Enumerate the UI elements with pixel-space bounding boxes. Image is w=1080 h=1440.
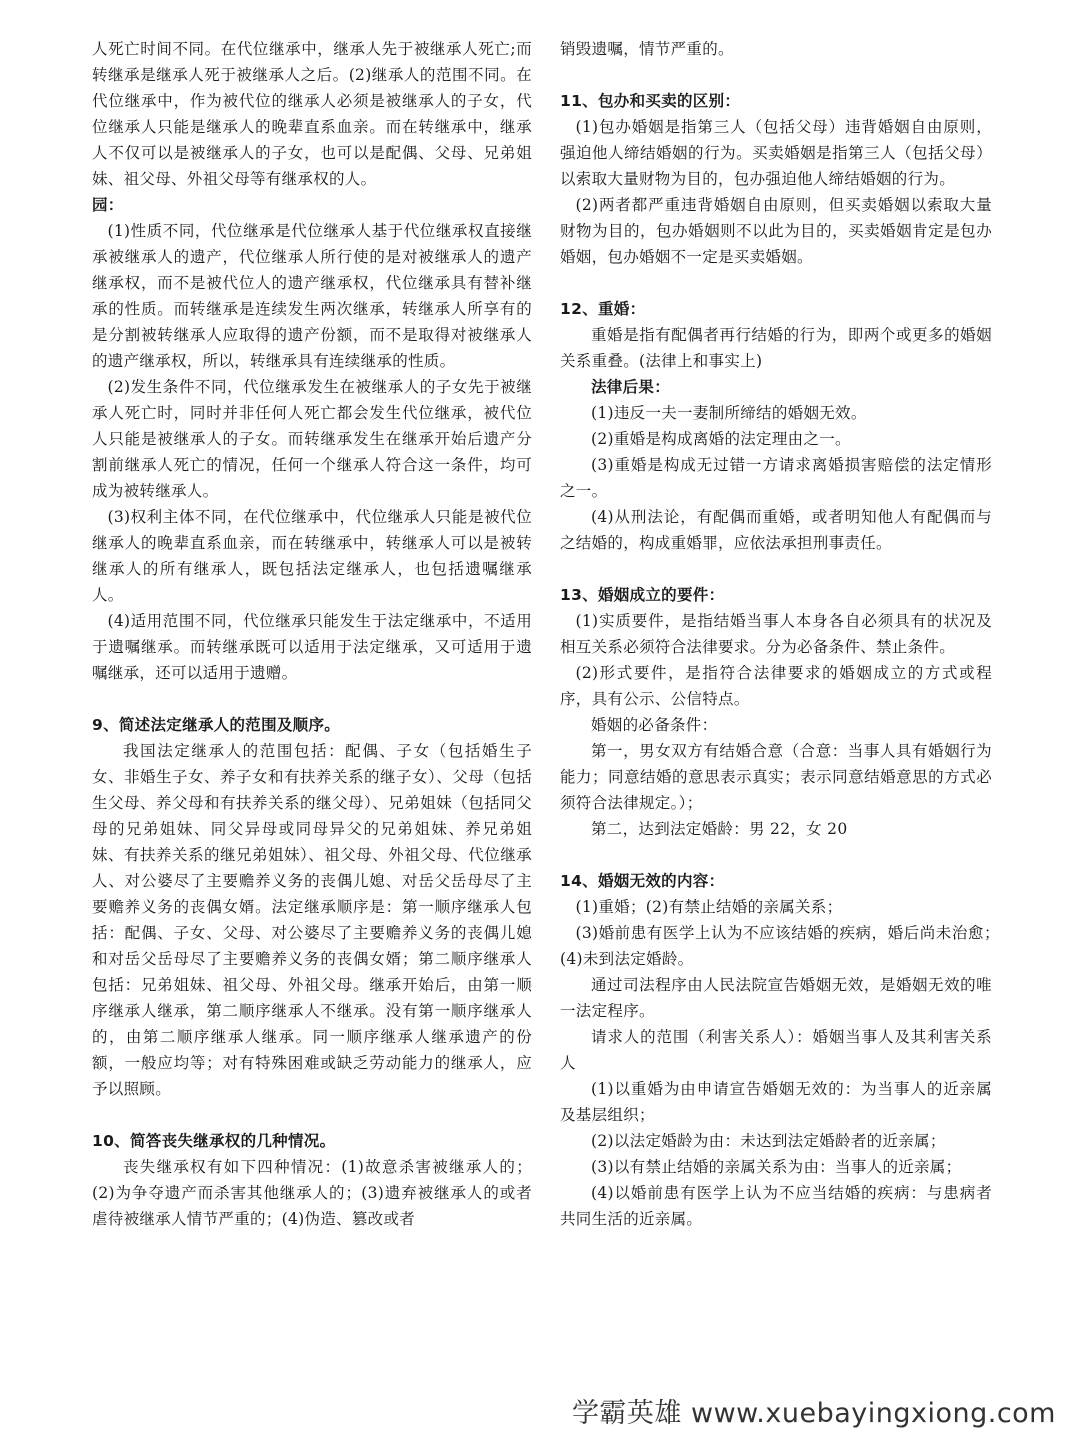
paragraph: (2)以法定婚龄为由：未达到法定婚龄者的近亲属； xyxy=(591,1132,946,1150)
right-column xyxy=(560,36,1024,1232)
paragraph: (1)性质不同，代位继承是代位继承人基于代位继承权直接继承被继承人的遗产，代位继承人所行使的是对被继承人的遗产继承权，而不是被代位人的遗产继承权，代位继承具有替补继承的性质。而转继承是连续发生两次继承，转继承人所享有的是分割被转继承人应取得的遗产份额，而不是取得对被继承人的遗产继承权，所以，转继承具有连续继承的性质。 xyxy=(92,222,532,370)
paragraph: (1)实质要件，是指结婚当事人本身各自必须具有的状况及相互关系必须符合法律要求。分为必备条件、禁止条件。 xyxy=(560,612,992,656)
paragraph: 我国法定继承人的范围包括：配偶、子女（包括婚生子女、非婚生子女、养子女和有扶养关系的继子女）、父母（包括生父母、养父母和有扶养关系的继父母）、兄弟姐妹（包括同父母的兄弟姐妹、同父异母或同母异父的兄弟姐妹、养兄弟姐妹、有扶养关系的继兄弟姐妹）、祖父母、外祖父母、代位继承人、对公婆尽了主要赡养义务的丧偶儿媳、对岳父岳母尽了主要赡养义务的丧偶女婿。法定继承顺序是：第一顺序继承人包括：配偶、子女、父母、对公婆尽了主要赡养义务的丧偶儿媳和对岳父岳母尽了主要赡养义务的丧偶女婿；第二顺序继承人包括：兄弟姐妹、祖父母、外祖父母。继承开始后，由第一顺序继承人继承，第二顺序继承人不继承。没有第一顺序继承人的，由第二顺序继承人继承。同一顺序继承人继承遗产的份额，一般应均等；对有特殊困难或缺乏劳动能力的继承人，应予以照顾。 xyxy=(92,742,532,1098)
watermark-footer: 学霸英雄 www.xuebayingxiong.com xyxy=(571,1398,1056,1429)
paragraph: 婚姻的必备条件： xyxy=(591,716,718,734)
paragraph: (2)重婚是构成离婚的法定理由之一。 xyxy=(591,430,851,448)
paragraph: (3)权利主体不同，在代位继承中，代位继承人只能是被代位继承人的晚辈直系血亲，而在转继承中，转继承人可以是被转继承人的所有继承人，既包括法定继承人，也包括遗嘱继承人。 xyxy=(92,508,532,604)
paragraph: (1)包办婚姻是指第三人（包括父母）违背婚姻自由原则，强迫他人缔结婚姻的行为。买卖婚姻是指第三人（包括父母）以索取大量财物为目的，包办强迫他人缔结婚姻的行为。 xyxy=(560,118,992,188)
paragraph: 丧失继承权有如下四种情况：(1)故意杀害被继承人的；(2)为争夺遗产而杀害其他继承人的；(3)遗弃被继承人的或者虐待被继承人情节严重的；(4)伪造、篡改或者 xyxy=(92,1158,532,1228)
section-heading-12: 12、重婚： xyxy=(560,300,646,318)
paragraph: (4)以婚前患有医学上认为不应当结婚的疾病：与患病者共同生活的近亲属。 xyxy=(560,1184,992,1228)
section-heading-13: 13、婚姻成立的要件： xyxy=(560,586,725,604)
paragraph: (1)违反一夫一妻制所缔结的婚姻无效。 xyxy=(591,404,867,422)
paragraph: (3)重婚是构成无过错一方请求离婚损害赔偿的法定情形之一。 xyxy=(560,456,992,500)
paragraph: 重婚是指有配偶者再行结婚的行为，即两个或更多的婚姻关系重叠。(法律上和事实上) xyxy=(560,326,992,370)
section-heading-9: 9、简述法定继承人的范围及顺序。 xyxy=(92,716,341,734)
paragraph: 销毁遗嘱，情节严重的。 xyxy=(560,40,734,58)
paragraph: (1)重婚；(2)有禁止结婚的亲属关系； xyxy=(575,898,843,916)
paragraph: (4)适用范围不同，代位继承只能发生于法定继承中，不适用于遗嘱继承。而转继承既可以适用于法定继承，又可适用于遗嘱继承，还可以适用于遗赠。 xyxy=(92,612,532,682)
section-heading-11: 11、包办和买卖的区别： xyxy=(560,92,741,110)
paragraph: (3)以有禁止结婚的亲属关系为由：当事人的近亲属； xyxy=(591,1158,962,1176)
paragraph: (1)以重婚为由申请宣告婚姻无效的：为当事人的近亲属及基层组织； xyxy=(560,1080,992,1124)
paragraph: 通过司法程序由人民法院宣告婚姻无效，是婚姻无效的唯一法定程序。 xyxy=(560,976,992,1020)
paragraph: (4)从刑法论，有配偶而重婚，或者明知他人有配偶而与之结婚的，构成重婚罪，应依法承担刑事责任。 xyxy=(560,508,992,552)
paragraph: 第一，男女双方有结婚合意（合意：当事人具有婚姻行为能力；同意结婚的意思表示真实；表示同意结婚意思的方式必须符合法律规定。）； xyxy=(560,742,992,812)
paragraph: 请求人的范围（利害关系人）：婚姻当事人及其利害关系人 xyxy=(560,1028,992,1072)
paragraph: (3)婚前患有医学上认为不应该结婚的疾病，婚后尚未治愈； (4)未到法定婚龄。 xyxy=(560,924,1024,968)
paragraph: (2)两者都严重违背婚姻自由原则，但买卖婚姻以索取大量财物为目的，包办婚姻则不以此为目的，买卖婚姻肯定是包办婚姻，包办婚姻不一定是买卖婚姻。 xyxy=(560,196,992,266)
section-heading: 园： xyxy=(92,196,124,214)
paragraph: 第二，达到法定婚龄：男 22，女 20 xyxy=(591,820,848,838)
left-column xyxy=(92,36,532,1232)
paragraph: (2)形式要件，是指符合法律要求的婚姻成立的方式或程序，具有公示、公信特点。 xyxy=(560,664,992,708)
paragraph: 人死亡时间不同。在代位继承中，继承人先于被继承人死亡;而转继承是继承人死于被继承人之后。(2)继承人的范围不同。在代位继承中，作为被代位的继承人必须是被继承人的子女，代位继承人只能是继承人的晚辈直系血亲。而在转继承中，继承人不仅可以是被继承人的子女，也可以是配偶、父母、兄弟姐妹、祖父母、外祖父母等有继承权的人。 xyxy=(92,40,532,188)
section-heading-10: 10、简答丧失继承权的几种情况。 xyxy=(92,1132,336,1150)
sub-heading: 法律后果： xyxy=(591,378,671,396)
paragraph: (2)发生条件不同，代位继承发生在被继承人的子女先于被继承人死亡时，同时并非任何人死亡都会发生代位继承，被代位人只能是被继承人的子女。而转继承发生在继承开始后遗产分割前继承人死亡的情况，任何一个继承人符合这一条件，均可成为被转继承人。 xyxy=(92,378,532,500)
section-heading-14: 14、婚姻无效的内容： xyxy=(560,872,725,890)
